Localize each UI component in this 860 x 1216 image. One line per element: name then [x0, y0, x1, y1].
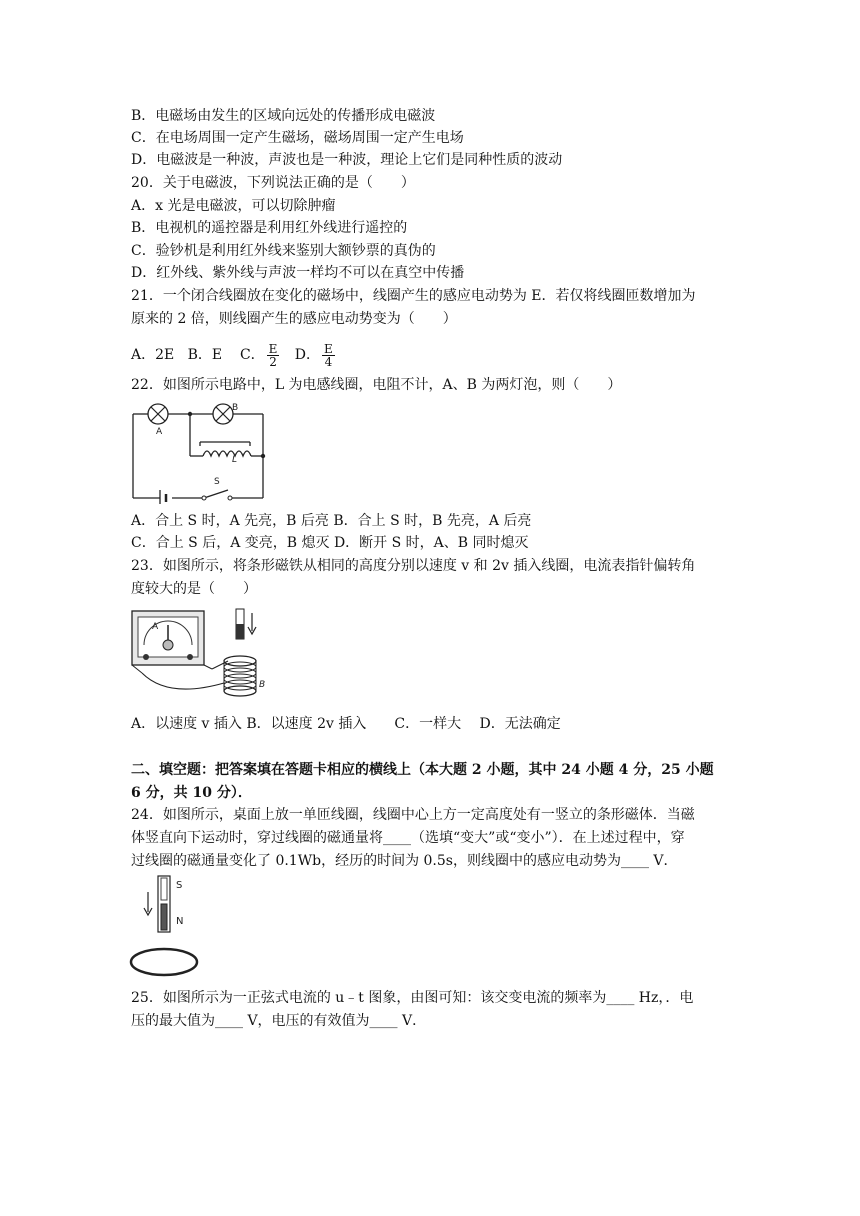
q19-option-c: C．在电场周围一定产生磁场，磁场周围一定产生电场 — [131, 130, 464, 146]
q22-circuit-diagram — [128, 398, 268, 504]
q24-line3: 过线圈的磁通量变化了 0.1Wb，经历的时间为 0.5s，则线圈中的感应电动势为____ V． — [131, 853, 678, 869]
down-arrow-icon — [248, 613, 256, 634]
q24-label-s: S — [176, 880, 183, 891]
q21-option-a: A．2E — [131, 347, 175, 363]
q23-label-a: A — [152, 622, 159, 632]
q23-label-b: B — [259, 680, 266, 690]
q24-line2: 体竖直向下运动时，穿过线圈的磁通量将____（选填“变大”或“变小”）．在上述过程中，穿 — [131, 830, 685, 846]
q23-options: A．以速度 v 插入 B．以速度 2v 插入 C．一样大 D．无法确定 — [131, 716, 561, 732]
q24-magnet-ring-diagram — [128, 872, 200, 982]
q25-line1: 25．如图所示为一正弦式电流的 u﹣t 图象，由图可知：该交变电流的频率为____ Hz，．电 — [131, 990, 694, 1006]
q22-label-b: B — [232, 403, 239, 413]
q22-label-a: A — [156, 427, 163, 437]
q20-option-c: C．验钞机是利用红外线来鉴别大额钞票的真伪的 — [131, 243, 436, 259]
q25-line2: 压的最大值为____ V，电压的有效值为____ V． — [131, 1013, 427, 1029]
q19-option-b: B．电磁场由发生的区域向远处的传播形成电磁波 — [131, 108, 436, 124]
q21-option-c: C． — [239, 347, 265, 363]
q20-stem: 20．关于电磁波，下列说法正确的是（ ） — [131, 175, 415, 191]
q19-option-d: D．电磁波是一种波，声波也是一种波，理论上它们是同种性质的波动 — [131, 152, 563, 168]
lamp-b-icon — [213, 404, 233, 424]
ring-coil-icon — [131, 949, 197, 975]
bar-magnet-icon — [236, 609, 244, 639]
bar-magnet-icon — [158, 876, 170, 932]
q21-option-b: B．E — [187, 347, 223, 363]
q24-line1: 24．如图所示，桌面上放一单匝线圈，线圈中心上方一定高度处有一竖立的条形磁体．当磁 — [131, 807, 695, 823]
down-arrow-icon — [144, 892, 152, 915]
q22-label-s: S — [214, 477, 220, 487]
q20-option-b: B．电视机的遥控器是利用红外线进行遥控的 — [131, 220, 408, 236]
q24-label-n: N — [176, 916, 184, 927]
section2-heading-line2: 6 分，共 10 分）． — [131, 785, 252, 801]
q21-fraction-d: $\frac{E}{4}$ — [324, 341, 333, 369]
galvanometer-icon — [132, 611, 212, 673]
section2-heading-line1: 二、填空题：把答案填在答题卡相应的横线上（本大题 2 小题，其中 24 小题 4 分，25 小题 — [131, 762, 714, 778]
q22-options-line2: C．合上 S 后，A 变亮，B 熄灭 D．断开 S 时，A、B 同时熄灭 — [131, 535, 529, 551]
q23-stem-line1: 23．如图所示，将条形磁铁从相同的高度分别以速度 v 和 2v 插入线圈，电流表指针偏转角 — [131, 558, 696, 574]
q21-option-d: D． — [294, 347, 321, 363]
q20-option-a: A．x 光是电磁波，可以切除肿瘤 — [131, 198, 336, 214]
lamp-a-icon — [148, 404, 168, 424]
q21-stem-line2: 原来的 2 倍，则线圈产生的感应电动势变为（ ） — [131, 311, 457, 327]
coil-icon — [224, 656, 256, 696]
q23-stem-line2: 度较大的是（ ） — [131, 581, 257, 597]
q20-option-d: D．红外线、紫外线与声波一样均不可以在真空中传播 — [131, 265, 465, 281]
q23-galvanometer-coil-diagram — [128, 603, 268, 705]
q21-fraction-c: $\frac{E}{2}$ — [268, 341, 278, 369]
q22-stem: 22．如图所示电路中，L 为电感线圈，电阻不计，A、B 为两灯泡，则（ ） — [131, 377, 622, 393]
q22-options-line1: A．合上 S 时，A 先亮，B 后亮 B．合上 S 时，B 先亮，A 后亮 — [131, 513, 532, 529]
q22-label-l: L — [232, 455, 238, 465]
q21-options — [131, 340, 337, 370]
q21-stem-line1: 21．一个闭合线圈放在变化的磁场中，线圈产生的感应电动势为 E．若仅将线圈匝数增加为 — [131, 288, 696, 304]
